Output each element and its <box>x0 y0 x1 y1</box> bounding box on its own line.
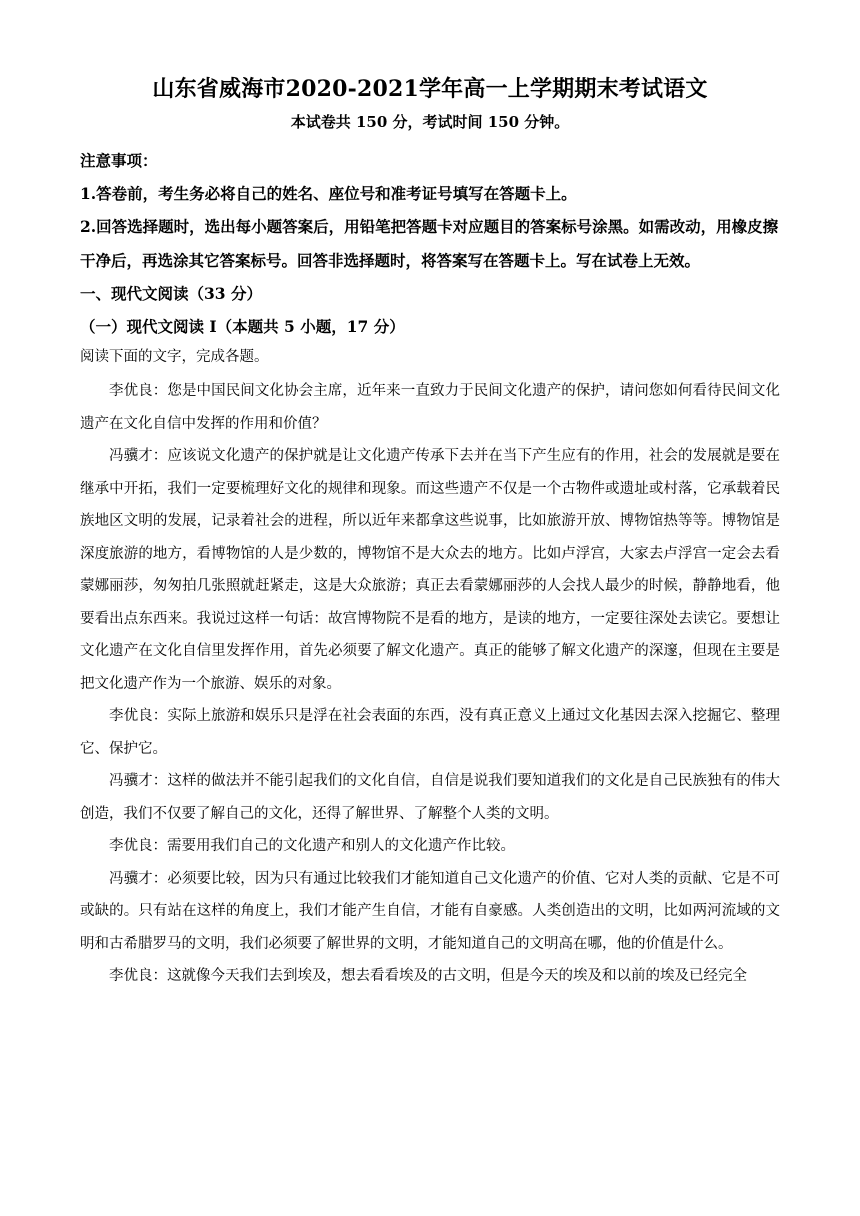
passage-paragraph: 李优良：您是中国民间文化协会主席，近年来一直致力于民间文化遗产的保护，请问您如何看待民间文化遗产在文化自信中发挥的作用和价值？ <box>80 383 780 432</box>
passage-paragraph: 冯骥才：这样的做法并不能引起我们的文化自信，自信是说我们要知道我们的文化是自己民族独有的伟大创造，我们不仅要了解自己的文化，还得了解世界、了解整个人类的文明。 <box>80 773 780 822</box>
exam-page <box>80 74 780 993</box>
subsection-heading: （一）现代文阅读 I（本题共 5 小题，17 分） <box>80 317 405 336</box>
passage-paragraph: 李优良：需要用我们自己的文化遗产和别人的文化遗产作比较。 <box>109 838 515 854</box>
notice-heading: 注意事项： <box>80 151 158 170</box>
reading-instruction: 阅读下面的文字，完成各题。 <box>80 349 269 365</box>
passage-paragraph: 冯骥才：必须要比较，因为只有通过比较我们才能知道自己文化遗产的价值、它对人类的贡献、它是不可或缺的。只有站在这样的角度上，我们才能产生自信，才能有自豪感。人类创造出的文明，比如两河流域的文明和古希腊罗马的文明，我们必须要了解世界的文明，才能知道自己的文明高在哪，他的价值是什么。 <box>80 870 780 952</box>
document-title: 山东省威海市2020-2021学年高一上学期期末考试语文 <box>152 76 708 102</box>
passage-paragraph: 李优良：实际上旅游和娱乐只是浮在社会表面的东西，没有真正意义上通过文化基因去深入挖掘它、整理它、保护它。 <box>80 708 780 757</box>
section-heading: 一、现代文阅读（33 分） <box>80 284 262 303</box>
notice-item-1: 1.答卷前，考生务必将自己的姓名、座位号和准考证号填写在答题卡上。 <box>80 184 577 203</box>
exam-info: 本试卷共 150 分，考试时间 150 分钟。 <box>290 113 570 131</box>
passage-paragraph: 李优良：这就像今天我们去到埃及，想去看看埃及的古文明，但是今天的埃及和以前的埃及已经完全 <box>109 968 747 984</box>
reading-passage <box>80 375 780 993</box>
notice-item-2: 2.回答选择题时，选出每小题答案后，用铅笔把答题卡对应题目的答案标号涂黑。如需改动，用橡皮擦干净后，再选涂其它答案标号。回答非选择题时，将答案写在答题卡上。写在试卷上无效。 <box>80 217 779 270</box>
passage-paragraph: 冯骥才：应该说文化遗产的保护就是让文化遗产传承下去并在当下产生应有的作用，社会的发展就是要在继承中开拓，我们一定要梳理好文化的规律和现象。而这些遗产不仅是一个古物件或遗址或村落，它承载着民族地区文明的发展，记录着社会的进程，所以近年来都拿这些说事，比如旅游开放、博物馆热等等。博物馆是深度旅游的地方，看博物馆的人是少数的，博物馆不是大众去的地方。比如卢浮宫，大家去卢浮宫一定会去看蒙娜丽莎，匆匆拍几张照就赶紧走，这是大众旅游；真正去看蒙娜丽莎的人会找人最少的时候，静静地看，他要看出点东西来。我说过这样一句话：故宫博物院不是看的地方，是读的地方，一定要往深处去读它。要想让文化遗产在文化自信里发挥作用，首先必须要了解文化遗产。真正的能够了解文化遗产的深邃，但现在主要是把文化遗产作为一个旅游、娱乐的对象。 <box>80 448 780 692</box>
